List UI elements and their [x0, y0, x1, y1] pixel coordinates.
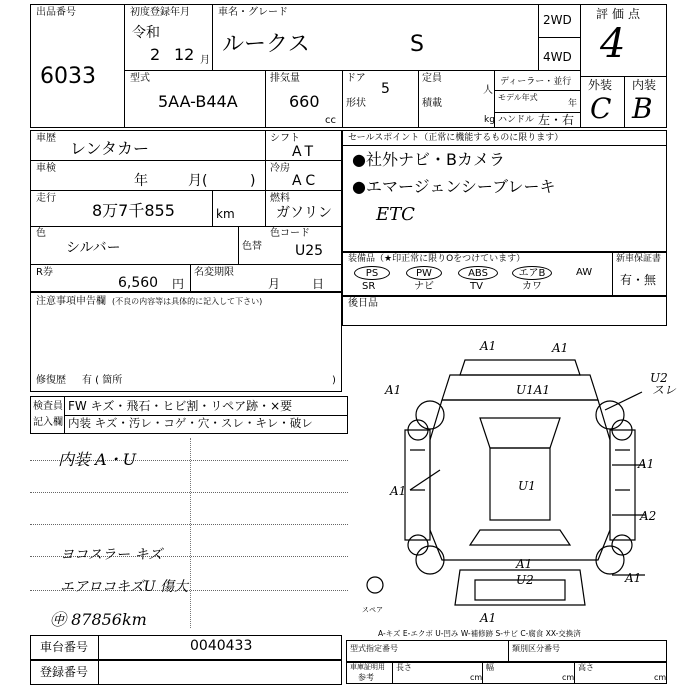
shift-label: シフト: [270, 133, 300, 144]
model-type: 5AA-B44A: [158, 92, 238, 111]
ac-label: 冷房: [270, 163, 290, 174]
first-reg-label: 初度登録年月: [130, 7, 190, 18]
color-code: U25: [295, 243, 324, 259]
yen-unit: 円: [172, 277, 185, 291]
svg-text:A1: A1: [516, 557, 533, 571]
name-change-day: 日: [312, 277, 325, 291]
repair-value: 有 ( 箇所: [82, 375, 123, 386]
height-label: 高さ: [578, 663, 594, 672]
car-damage-diagram: [362, 330, 680, 630]
interior-grade: B: [632, 92, 653, 125]
sales-point-1: ●社外ナビ・Bカメラ: [352, 150, 505, 169]
equip-aw: AW: [576, 267, 593, 278]
note-handwritten-1: 内装 A・U: [58, 450, 137, 469]
equip-tv: TV: [470, 281, 483, 292]
notes-subtitle: (不良の内容等は具体的に記入して下さい): [112, 297, 263, 306]
drive-2wd: 2WD: [543, 13, 572, 27]
sales-point-2: ●エマージェンシーブレーキ: [352, 177, 556, 196]
fw-row: FW キズ・飛石・ヒビ割・リペア跡・×要: [68, 399, 293, 413]
equip-pw: PW: [406, 266, 442, 280]
score: 4: [600, 21, 626, 67]
chassis-number: 0040433: [190, 638, 253, 654]
lot-number: 6033: [40, 64, 96, 89]
sales-title: セールスポイント（正常に機能するものに限ります）: [348, 133, 564, 143]
svg-text:A1: A1: [625, 571, 642, 585]
equip-airbag: エアB: [512, 266, 552, 280]
svg-text:U2: U2: [650, 371, 668, 385]
handle-label: ハンドル: [498, 115, 535, 125]
warranty-label: 新車保証書: [616, 254, 662, 264]
drive-4wd: 4WD: [543, 50, 572, 64]
exterior-grade: C: [590, 92, 612, 125]
equip-leather: カワ: [522, 281, 542, 292]
name-change-label: 名変期限: [194, 267, 234, 278]
handle-value: 左・右: [538, 113, 575, 127]
svg-text:スレ: スレ: [652, 383, 677, 397]
model-grade-label: 車名・グレード: [218, 7, 288, 18]
svg-text:U1: U1: [518, 479, 536, 493]
fuel: ガソリン: [276, 205, 332, 221]
equip-ps: PS: [354, 266, 390, 280]
svg-text:A1: A1: [480, 339, 497, 353]
repair-label: 修復歴: [36, 375, 66, 386]
color-change-label: 色替: [242, 241, 262, 252]
name-change-month: 月: [268, 277, 281, 291]
mileage-label: 走行: [36, 193, 56, 204]
cc-unit: cc: [325, 115, 336, 126]
history: レンタカー: [70, 139, 149, 158]
inspection-label: 車検: [36, 163, 56, 174]
type-label: 型式: [130, 73, 150, 84]
height-cm: cm: [654, 673, 667, 682]
spare-label: スペア: [362, 606, 383, 614]
equip-abs: ABS: [458, 266, 498, 280]
svg-text:A1: A1: [552, 341, 569, 355]
inspection-month: 月(: [188, 173, 208, 189]
ac: AC: [292, 173, 320, 189]
load-label: 積載: [422, 98, 442, 109]
sales-handwritten: ETC: [376, 204, 415, 225]
displacement: 660: [289, 92, 320, 111]
after-items-label: 後日品: [348, 298, 378, 309]
color: シルバー: [66, 240, 121, 256]
year-suffix: 年: [568, 99, 578, 109]
size-box: [346, 662, 667, 684]
color-label: 色: [36, 228, 46, 239]
svg-text:U2: U2: [516, 573, 534, 587]
month-unit: 月: [200, 55, 210, 66]
interior-label: 内装: [632, 78, 657, 92]
diagram-mark-roof: U1A1: [516, 383, 551, 397]
inspector-label-2: 記入欄: [33, 417, 63, 428]
interior-row: 内装 キズ・汚レ・コゲ・穴・スレ・キレ・破レ: [68, 416, 313, 430]
kg-unit: kg: [484, 115, 495, 125]
doors-label: ドア: [346, 73, 366, 84]
inspection-year: 年: [134, 173, 148, 189]
length-cm: cm: [470, 673, 483, 682]
warranty-value: 有・無: [620, 273, 657, 287]
shape-label: 形状: [346, 98, 366, 109]
lot-no-label: 出品番号: [36, 7, 76, 18]
notes-title: 注意事項申告欄: [36, 296, 106, 307]
width-cm: cm: [562, 673, 575, 682]
recycle-fee: 6,560: [118, 275, 159, 291]
model-cat-label: 型式指定番号: [350, 644, 398, 653]
class-label: 類別区分番号: [512, 644, 560, 653]
car-name: ルークス: [222, 32, 310, 57]
cert-label: 車庫証明用: [350, 663, 385, 671]
recycle-label: R券: [36, 267, 53, 278]
reg-label: 登録番号: [40, 665, 89, 679]
history-label: 車歴: [36, 133, 56, 144]
grade: S: [410, 32, 424, 57]
equip-sr: SR: [362, 281, 376, 292]
exterior-label: 外装: [588, 78, 613, 92]
note-handwritten-4: ㊥ 87856km: [50, 610, 147, 629]
svg-text:A1: A1: [480, 611, 497, 625]
reg-year: 2: [150, 45, 161, 64]
svg-text:A1: A1: [390, 484, 407, 498]
model-year-label: モデル年式: [498, 93, 538, 102]
note-handwritten-3: エアロコキズU 傷大: [60, 579, 188, 595]
chassis-label: 車台番号: [40, 640, 89, 654]
width-label: 幅: [486, 663, 494, 672]
mileage: 8万7千855: [92, 201, 175, 220]
inspector-label-1: 検査員: [33, 401, 63, 412]
score-label: 評価点: [596, 7, 645, 21]
notes-box: [30, 292, 342, 392]
km-unit: km: [216, 207, 235, 221]
person-unit: 人: [483, 85, 493, 96]
cert-ref: 参考: [358, 673, 374, 682]
displacement-label: 排気量: [270, 73, 300, 84]
equipment-title: 装備品（★印正常に限りOをつけています）: [348, 254, 526, 264]
note-handwritten-2: ヨコスラー キズ: [60, 547, 163, 563]
dealer-label: ディーラー・並行: [500, 77, 572, 87]
shift: AT: [292, 144, 318, 160]
inspection-close: ): [250, 173, 256, 189]
after-items-box: [342, 296, 667, 326]
era: 令和: [132, 25, 160, 41]
color-code-label: 色コード: [270, 228, 310, 239]
capacity-label: 定員: [422, 73, 442, 84]
doors: 5: [381, 81, 390, 97]
equip-navi: ナビ: [414, 281, 434, 292]
damage-legend: A-キズ E-エクボ U-凹み W-補修跡 S-サビ C-腐食 XX-交換済: [378, 629, 581, 638]
fuel-label: 燃料: [270, 193, 290, 204]
length-label: 長さ: [396, 663, 412, 672]
svg-text:A1: A1: [638, 457, 655, 471]
svg-text:A1: A1: [385, 383, 402, 397]
reg-month: 12: [174, 45, 195, 64]
svg-text:A2: A2: [640, 509, 657, 523]
